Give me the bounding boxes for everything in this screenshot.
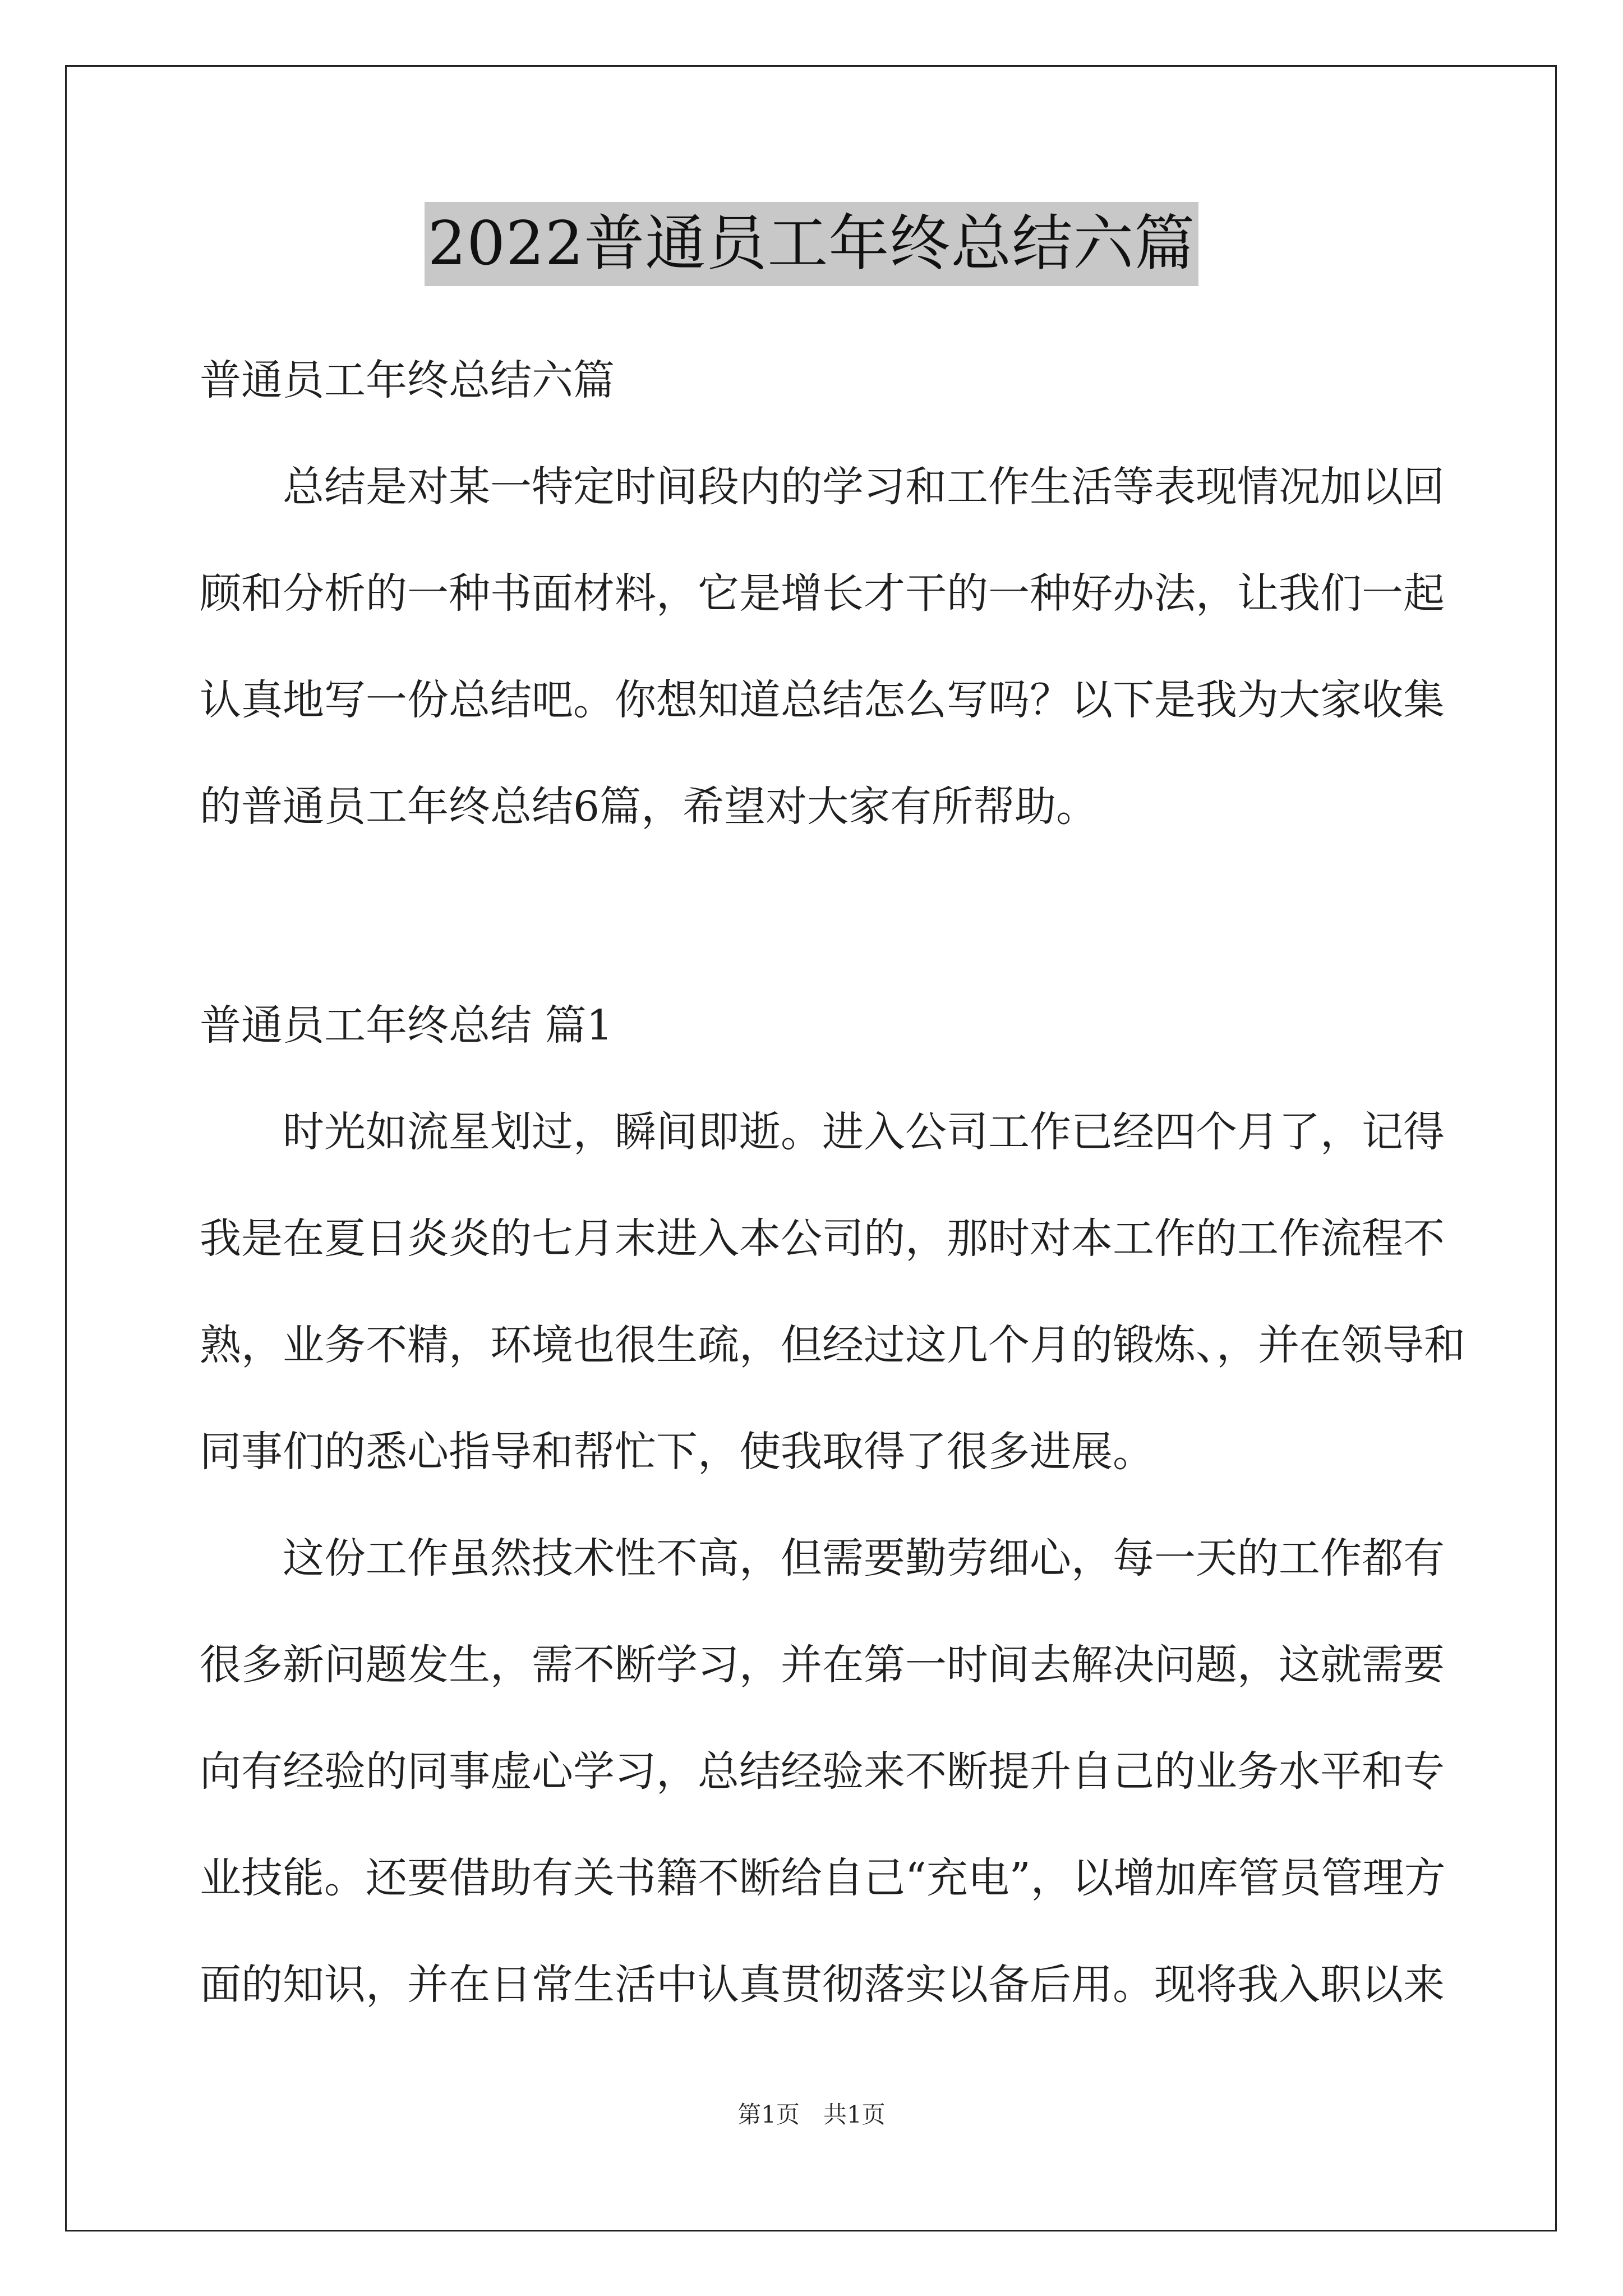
- intro-line: 顾和分析的一种书面材料，它是增长才干的一种好办法，让我们一起: [200, 569, 1445, 618]
- paragraph-line: 面的知识，并在日常生活中认真贯彻落实以备后用。现将我入职以来: [200, 1961, 1445, 2009]
- intro-line: 总结是对某一特定时间段内的学习和工作生活等表现情况加以回: [283, 463, 1445, 511]
- title-container: [0, 202, 1623, 286]
- paragraph-line: 熟，业务不精，环境也很生疏，但经过这几个月的锻炼、，并在领导和: [200, 1321, 1465, 1369]
- document-title: 2022普通员工年终总结六篇: [425, 202, 1199, 286]
- intro-line: 认真地写一份总结吧。你想知道总结怎么写吗？以下是我为大家收集: [200, 676, 1445, 724]
- paragraph-line: 时光如流星划过，瞬间即逝。进入公司工作已经四个月了，记得: [283, 1108, 1445, 1156]
- paragraph-line: 向有经验的同事虚心学习，总结经验来不断提升自己的业务水平和专: [200, 1747, 1445, 1796]
- paragraph-line: 业技能。还要借助有关书籍不断给自己“充电”，以增加库管员管理方: [200, 1854, 1446, 1902]
- paragraph-line: 同事们的悉心指导和帮忙下，使我取得了很多进展。: [200, 1428, 1154, 1476]
- section-heading: 普通员工年终总结 篇1: [200, 1001, 613, 1050]
- paragraph-line: 我是在夏日炎炎的七月末进入本公司的，那时对本工作的工作流程不: [200, 1214, 1445, 1263]
- intro-line: 的普通员工年终总结6篇，希望对大家有所帮助。: [200, 783, 1098, 831]
- document-subtitle: 普通员工年终总结六篇: [200, 356, 615, 404]
- paragraph-line: 很多新问题发生，需不断学习，并在第一时间去解决问题，这就需要: [200, 1641, 1445, 1689]
- page-number-footer: 第1页 共1页: [737, 2101, 886, 2128]
- paragraph-line: 这份工作虽然技术性不高，但需要勤劳细心，每一天的工作都有: [283, 1534, 1445, 1582]
